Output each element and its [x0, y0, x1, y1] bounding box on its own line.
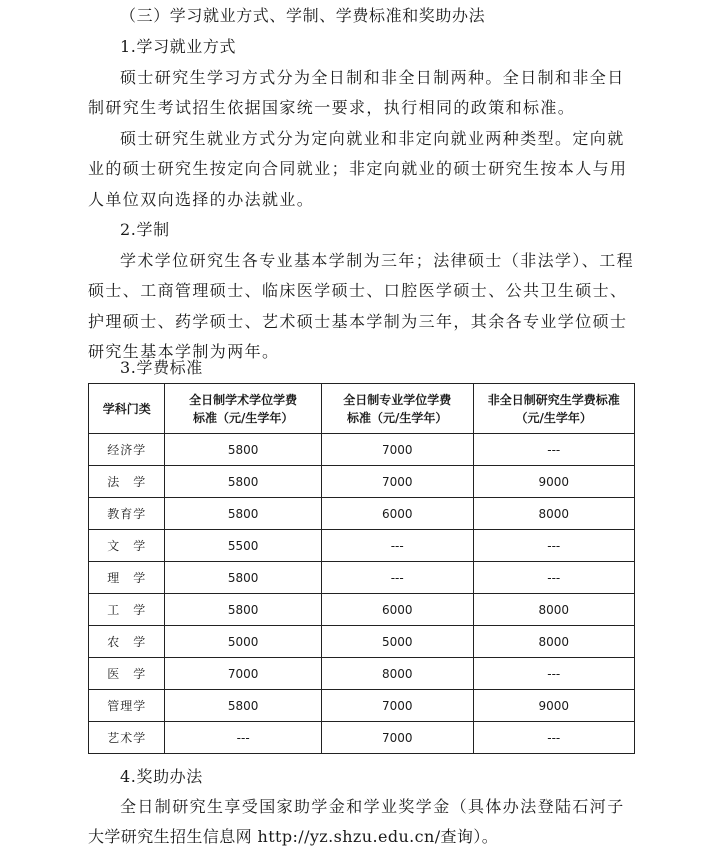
paragraph-line: 硕士研究生就业方式分为定向就业和非定向就业两种类型。定向就: [120, 129, 625, 148]
table-cell: 5000: [165, 626, 322, 658]
heading-tuition: 3.学费标准: [120, 358, 203, 377]
table-row: [89, 530, 635, 562]
tuition-table: [88, 383, 635, 754]
table-cell: ---: [473, 530, 635, 562]
heading-study-employment: 1.学习就业方式: [120, 37, 237, 56]
paragraph-line: 大学研究生招生信息网 http://yz.shzu.edu.cn/查询）。: [88, 827, 499, 846]
table-cell: 7000: [321, 466, 473, 498]
table-cell: 7000: [321, 434, 473, 466]
table-cell: 5800: [165, 562, 322, 594]
paragraph-line: 制研究生考试招生依据国家统一要求，执行相同的政策和标准。: [88, 98, 576, 117]
table-cell: 文 学: [89, 530, 165, 562]
table-cell: 理 学: [89, 562, 165, 594]
table-cell: 8000: [473, 594, 635, 626]
table-row: [89, 722, 635, 754]
table-cell: 9000: [473, 690, 635, 722]
table-cell: 5800: [165, 498, 322, 530]
header-line: 非全日制研究生学费标准 （元/生学年）: [487, 392, 620, 425]
table-cell: ---: [473, 722, 635, 754]
table-cell: 教育学: [89, 498, 165, 530]
table-header-row: [89, 384, 635, 434]
table-cell: 法 学: [89, 466, 165, 498]
table-cell: 医 学: [89, 658, 165, 690]
paragraph-line: 全日制研究生享受国家助学金和学业奖学金（具体办法登陆石河子: [120, 797, 625, 816]
header-line: 全日制学术学位学费 标准（元/生学年）: [189, 392, 298, 425]
column-header: [321, 384, 473, 434]
table-cell: 7000: [321, 722, 473, 754]
table-cell: 8000: [473, 626, 635, 658]
table-row: [89, 466, 635, 498]
section-title: （三）学习就业方式、学制、学费标准和奖助办法: [120, 6, 486, 25]
table-cell: 7000: [165, 658, 322, 690]
table-cell: 5500: [165, 530, 322, 562]
table-row: [89, 658, 635, 690]
table-cell: ---: [321, 530, 473, 562]
table-cell: 9000: [473, 466, 635, 498]
header-line: 全日制专业学位学费 标准（元/生学年）: [343, 392, 452, 425]
table-cell: 6000: [321, 594, 473, 626]
table-cell: 5000: [321, 626, 473, 658]
column-header: [473, 384, 635, 434]
table-cell: 5800: [165, 434, 322, 466]
table-cell: ---: [473, 434, 635, 466]
table-row: [89, 690, 635, 722]
table-cell: ---: [473, 562, 635, 594]
paragraph-line: 研究生基本学制为两年。: [88, 342, 280, 361]
table-cell: 艺术学: [89, 722, 165, 754]
table-cell: 6000: [321, 498, 473, 530]
paragraph-line: 业的硕士研究生按定向合同就业；非定向就业的硕士研究生按本人与用: [88, 159, 628, 178]
table-cell: 7000: [321, 690, 473, 722]
table-cell: 8000: [321, 658, 473, 690]
table-cell: 5800: [165, 690, 322, 722]
table-row: [89, 434, 635, 466]
paragraph-line: 硕士研究生学习方式分为全日制和非全日制两种。全日制和非全日: [120, 68, 625, 87]
column-header: [165, 384, 322, 434]
table-cell: 工 学: [89, 594, 165, 626]
table-cell: 经济学: [89, 434, 165, 466]
column-header: 学科门类: [89, 384, 165, 434]
paragraph-line: 学术学位研究生各专业基本学制为三年；法律硕士（非法学）、工程: [120, 251, 635, 270]
paragraph-line: 人单位双向选择的办法就业。: [88, 190, 315, 209]
table-cell: ---: [473, 658, 635, 690]
paragraph-line: 硕士、工商管理硕士、临床医学硕士、口腔医学硕士、公共卫生硕士、: [88, 281, 628, 300]
heading-duration: 2.学制: [120, 220, 170, 239]
heading-awards: 4.奖助办法: [120, 767, 203, 786]
table-cell: 5800: [165, 466, 322, 498]
table-cell: 管理学: [89, 690, 165, 722]
table-row: [89, 626, 635, 658]
table-body: [89, 434, 635, 754]
table-cell: 8000: [473, 498, 635, 530]
table-row: [89, 498, 635, 530]
table-cell: ---: [321, 562, 473, 594]
table-row: [89, 594, 635, 626]
table-cell: ---: [165, 722, 322, 754]
paragraph-line: 护理硕士、药学硕士、艺术硕士基本学制为三年，其余各专业学位硕士: [88, 312, 628, 331]
table-cell: 5800: [165, 594, 322, 626]
table-cell: 农 学: [89, 626, 165, 658]
table-row: [89, 562, 635, 594]
